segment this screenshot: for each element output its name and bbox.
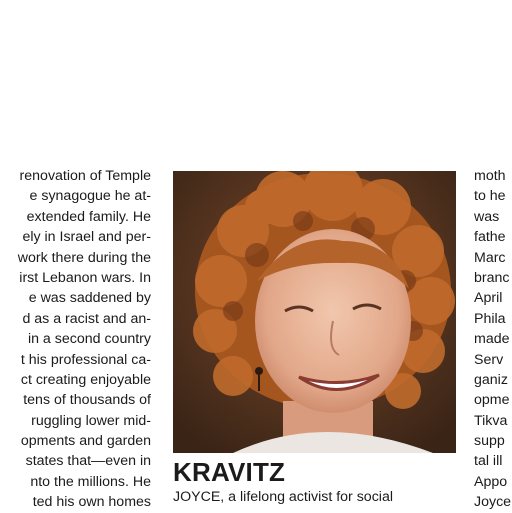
obituary-first-line: JOYCE, a lifelong activist for social [173, 489, 393, 505]
right-text-column [474, 166, 512, 513]
left-column-line: ct creating enjoyable [20, 371, 151, 388]
right-column-line: made [474, 331, 510, 348]
right-column-line: April [474, 290, 503, 307]
right-column-line: Appo [474, 473, 508, 490]
left-column-line: renovation of Temple [19, 168, 151, 184]
right-column-line: Tikva [474, 412, 508, 429]
right-column-line: was [474, 208, 500, 225]
left-column-line: in a second country [27, 331, 151, 348]
right-column-line: Serv [474, 351, 504, 368]
right-column-line: opme [474, 392, 510, 409]
right-column-line: tal ill [474, 453, 503, 470]
portrait-photo [173, 171, 456, 453]
right-column-line: supp [474, 433, 505, 450]
left-column-line: nto the millions. He [30, 473, 151, 490]
left-column-line: ted his own homes [32, 494, 151, 511]
right-column-line: Marc [474, 249, 506, 266]
left-column-line: ruggling lower mid- [31, 412, 151, 429]
left-column-line: work there during the [17, 249, 151, 266]
left-column-line: t his professional ca- [20, 351, 151, 368]
left-column-line: extended family. He [26, 208, 151, 225]
right-column-line: Phila [474, 310, 506, 327]
left-column-line: d as a racist and an- [22, 310, 151, 327]
portrait-image [173, 171, 456, 453]
left-column-line: states that—even in [25, 453, 151, 470]
left-column-line: irst Lebanon wars. In [19, 269, 151, 286]
left-column-line: e synagogue he at- [29, 188, 151, 205]
right-column-line: ganiz [474, 371, 508, 388]
right-column-line: fathe [474, 229, 506, 246]
left-column-line: e was saddened by [28, 290, 151, 307]
right-column-line: branc [474, 269, 510, 286]
right-column-line: to he [474, 188, 506, 205]
left-column-line: opments and garden [20, 433, 151, 450]
obituary-name: KRAVITZ [173, 457, 286, 487]
left-column-line: ely in Israel and per- [22, 229, 151, 246]
left-column-line: tens of thousands of [23, 392, 151, 409]
left-text-column [0, 166, 151, 513]
right-column-line: moth [474, 168, 506, 184]
right-column-line: Joyce [474, 494, 512, 511]
